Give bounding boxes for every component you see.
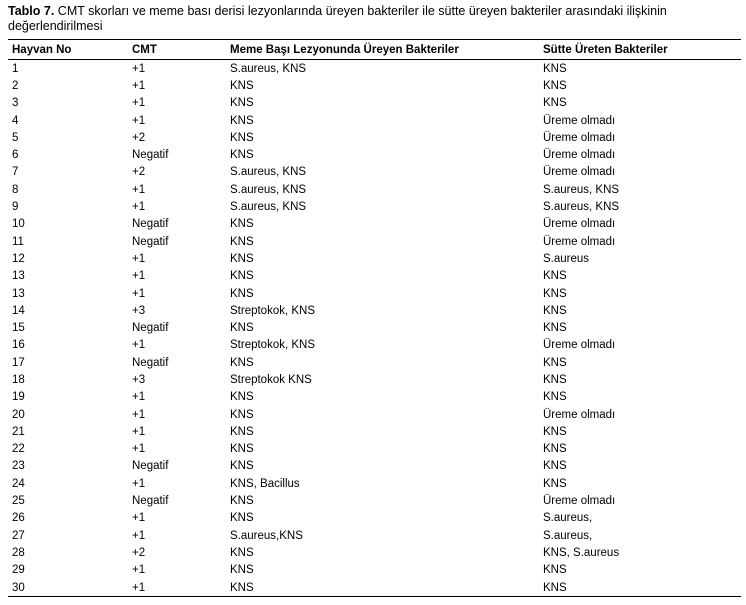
table-row [8, 146, 741, 163]
cell-cmt: Negatif [132, 218, 169, 231]
table-row [8, 60, 741, 78]
cell-milk-bacteria: KNS [543, 270, 567, 283]
cell-lesion-bacteria: KNS [230, 235, 254, 248]
cell-milk-bacteria: Üreme olmadı [543, 131, 616, 144]
caption-label: Tablo 7. [8, 4, 55, 18]
cell-milk-bacteria: S.aureus, [543, 529, 593, 542]
cell-hayvan-no: 6 [12, 149, 19, 162]
cell-lesion-bacteria: KNS [230, 270, 254, 283]
cell-milk-bacteria: KNS [543, 477, 567, 490]
cell-lesion-bacteria: KNS [230, 564, 254, 577]
cell-hayvan-no: 5 [12, 131, 19, 144]
cell-cmt: +1 [132, 79, 146, 92]
cell-milk-bacteria: Üreme olmadı [543, 235, 616, 248]
cell-hayvan-no: 4 [12, 114, 19, 127]
cell-milk-bacteria: S.aureus, KNS [543, 183, 620, 196]
cell-hayvan-no: 29 [12, 564, 25, 577]
cell-milk-bacteria: Üreme olmadı [543, 339, 616, 352]
cell-hayvan-no: 7 [12, 166, 19, 179]
cell-cmt: Negatif [132, 495, 169, 508]
cell-cmt: Negatif [132, 235, 169, 248]
header-lesion-bacteria: Meme Başı Lezyonunda Üreyen Bakteriler [230, 40, 543, 60]
cell-hayvan-no: 13 [12, 270, 25, 283]
cell-cmt: +1 [132, 287, 146, 300]
cell-cmt: +3 [132, 373, 146, 386]
cell-hayvan-no: 24 [12, 477, 25, 490]
cell-hayvan-no: 28 [12, 546, 25, 559]
cell-cmt: +1 [132, 579, 230, 597]
cell-milk-bacteria: Üreme olmadı [543, 114, 616, 127]
table-row [8, 475, 741, 492]
cell-milk-bacteria: KNS [543, 287, 567, 300]
cell-cmt: +1 [132, 529, 146, 542]
cell-lesion-bacteria: S.aureus, KNS [230, 62, 307, 75]
table-row [8, 129, 741, 146]
cell-lesion-bacteria: KNS [230, 425, 254, 438]
table-row [8, 579, 741, 597]
cell-lesion-bacteria: KNS [230, 495, 254, 508]
cell-cmt: +2 [132, 166, 146, 179]
header-hayvan-no: Hayvan No [8, 40, 132, 60]
cell-hayvan-no: 10 [12, 218, 25, 231]
cell-lesion-bacteria: KNS [230, 460, 254, 473]
cell-cmt: +1 [132, 114, 146, 127]
cell-cmt: Negatif [132, 149, 169, 162]
table-row [8, 389, 741, 406]
cell-cmt: +1 [132, 564, 146, 577]
table-row [8, 354, 741, 371]
cell-lesion-bacteria: S.aureus, KNS [230, 201, 307, 214]
header-cmt: CMT [132, 40, 230, 60]
table-row [8, 423, 741, 440]
cell-lesion-bacteria: KNS [230, 218, 254, 231]
cell-hayvan-no: 3 [12, 97, 19, 110]
cell-cmt: +1 [132, 512, 146, 525]
cell-cmt: Negatif [132, 322, 169, 335]
cell-cmt: +1 [132, 425, 146, 438]
table-row [8, 544, 741, 561]
cell-milk-bacteria: Üreme olmadı [543, 218, 616, 231]
cell-milk-bacteria: Üreme olmadı [543, 408, 616, 421]
cell-lesion-bacteria: Streptokok, KNS [230, 339, 316, 352]
table-row [8, 250, 741, 267]
table-row [8, 77, 741, 94]
cell-milk-bacteria: KNS [543, 373, 567, 386]
table-row [8, 285, 741, 302]
table-row [8, 95, 741, 112]
table-row [8, 216, 741, 233]
cell-lesion-bacteria: KNS [230, 579, 543, 597]
results-table [8, 39, 741, 597]
table-body [8, 60, 741, 597]
cell-milk-bacteria: KNS [543, 79, 567, 92]
cell-cmt: +1 [132, 201, 146, 214]
cell-hayvan-no: 8 [12, 183, 19, 196]
cell-hayvan-no: 18 [12, 373, 25, 386]
cell-hayvan-no: 15 [12, 322, 25, 335]
header-row [8, 40, 741, 60]
cell-milk-bacteria: Üreme olmadı [543, 149, 616, 162]
table-row [8, 319, 741, 336]
cell-milk-bacteria: Üreme olmadı [543, 166, 616, 179]
cell-milk-bacteria: KNS [543, 304, 567, 317]
table-row [8, 164, 741, 181]
cell-hayvan-no: 23 [12, 460, 25, 473]
cell-milk-bacteria: Üreme olmadı [543, 495, 616, 508]
table-row [8, 268, 741, 285]
cell-hayvan-no: 2 [12, 79, 19, 92]
cell-hayvan-no: 16 [12, 339, 25, 352]
cell-milk-bacteria: KNS [543, 356, 567, 369]
header-milk-bacteria: Sütte Üreten Bakteriler [543, 40, 741, 60]
cell-cmt: +1 [132, 62, 146, 75]
cell-lesion-bacteria: KNS [230, 512, 254, 525]
cell-hayvan-no: 13 [12, 287, 25, 300]
cell-hayvan-no: 26 [12, 512, 25, 525]
table-row [8, 406, 741, 423]
cell-hayvan-no: 22 [12, 443, 25, 456]
cell-cmt: +1 [132, 97, 146, 110]
cell-lesion-bacteria: S.aureus,KNS [230, 529, 303, 542]
table-row [8, 371, 741, 388]
cell-hayvan-no: 25 [12, 495, 25, 508]
table-row [8, 302, 741, 319]
cell-hayvan-no: 19 [12, 391, 25, 404]
cell-hayvan-no: 1 [12, 62, 19, 75]
cell-milk-bacteria: KNS [543, 443, 567, 456]
cell-hayvan-no: 9 [12, 201, 19, 214]
cell-lesion-bacteria: S.aureus, KNS [230, 166, 307, 179]
cell-cmt: +1 [132, 443, 146, 456]
table-row [8, 562, 741, 579]
table-row [8, 198, 741, 215]
cell-lesion-bacteria: KNS [230, 287, 254, 300]
cell-milk-bacteria: KNS [543, 564, 567, 577]
cell-cmt: +3 [132, 304, 146, 317]
table-row [8, 510, 741, 527]
cell-lesion-bacteria: KNS [230, 131, 254, 144]
cell-hayvan-no: 20 [12, 408, 25, 421]
cell-hayvan-no: 11 [12, 235, 24, 248]
cell-milk-bacteria: S.aureus, [543, 512, 593, 525]
caption-text: CMT skorları ve meme bası derisi lezyonlarında üreyen bakteriler ile sütte üreyen bakteriler arasındaki ilişkinin değerlendirilmesi [8, 4, 667, 33]
cell-milk-bacteria: KNS [543, 391, 567, 404]
table-row [8, 233, 741, 250]
cell-cmt: +1 [132, 270, 146, 283]
table-caption [8, 4, 744, 34]
table-row [8, 112, 741, 129]
table-row [8, 181, 741, 198]
cell-milk-bacteria: S.aureus, KNS [543, 201, 620, 214]
cell-milk-bacteria: KNS [543, 425, 567, 438]
cell-lesion-bacteria: KNS [230, 114, 254, 127]
cell-hayvan-no: 21 [12, 425, 25, 438]
table-row [8, 527, 741, 544]
table-row [8, 441, 741, 458]
cell-cmt: +1 [132, 391, 146, 404]
cell-lesion-bacteria: Streptokok, KNS [230, 304, 316, 317]
cell-milk-bacteria: KNS [543, 62, 567, 75]
cell-cmt: Negatif [132, 460, 169, 473]
cell-hayvan-no: 17 [12, 356, 25, 369]
cell-cmt: +1 [132, 408, 146, 421]
cell-milk-bacteria: S.aureus [543, 252, 590, 265]
cell-lesion-bacteria: KNS [230, 79, 254, 92]
cell-cmt: +2 [132, 131, 146, 144]
cell-lesion-bacteria: KNS, Bacillus [230, 477, 300, 490]
cell-lesion-bacteria: KNS [230, 391, 254, 404]
cell-cmt: +1 [132, 477, 146, 490]
cell-lesion-bacteria: KNS [230, 443, 254, 456]
cell-lesion-bacteria: KNS [230, 97, 254, 110]
cell-milk-bacteria: KNS, S.aureus [543, 546, 620, 559]
cell-hayvan-no: 14 [12, 304, 25, 317]
cell-lesion-bacteria: KNS [230, 408, 254, 421]
cell-hayvan-no: 30 [8, 579, 132, 597]
cell-hayvan-no: 12 [12, 252, 25, 265]
table-row [8, 492, 741, 509]
cell-cmt: +1 [132, 339, 146, 352]
cell-cmt: Negatif [132, 356, 169, 369]
cell-cmt: +1 [132, 252, 146, 265]
cell-cmt: +2 [132, 546, 146, 559]
cell-lesion-bacteria: KNS [230, 546, 254, 559]
cell-milk-bacteria: KNS [543, 460, 567, 473]
cell-milk-bacteria: KNS [543, 579, 741, 597]
cell-hayvan-no: 27 [12, 529, 25, 542]
cell-lesion-bacteria: KNS [230, 322, 254, 335]
table-row [8, 458, 741, 475]
cell-milk-bacteria: KNS [543, 322, 567, 335]
cell-lesion-bacteria: S.aureus, KNS [230, 183, 307, 196]
cell-milk-bacteria: KNS [543, 97, 567, 110]
table-row [8, 337, 741, 354]
cell-cmt: +1 [132, 183, 146, 196]
cell-lesion-bacteria: KNS [230, 149, 254, 162]
cell-lesion-bacteria: KNS [230, 252, 254, 265]
cell-lesion-bacteria: Streptokok KNS [230, 373, 312, 386]
cell-lesion-bacteria: KNS [230, 356, 254, 369]
